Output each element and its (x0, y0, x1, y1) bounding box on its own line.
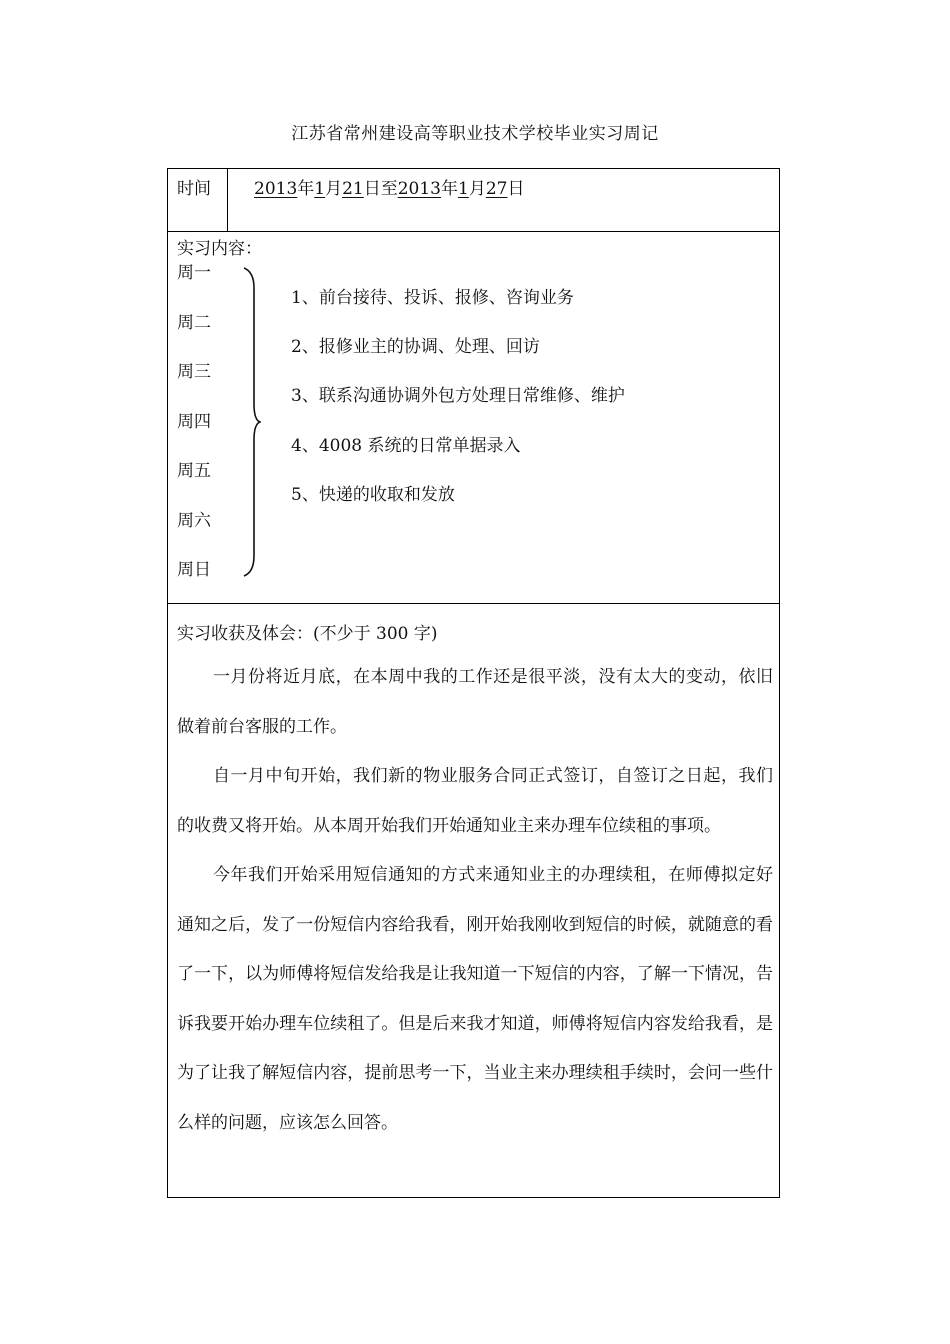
weekday-label: 周二 (177, 313, 211, 333)
weekday-label: 周五 (177, 461, 211, 481)
weekday-label: 周一 (177, 263, 211, 283)
start-day: 21 (342, 179, 364, 199)
reflection-body (168, 653, 781, 1148)
document-title: 江苏省常州建设高等职业技术学校毕业实习周记 (291, 124, 659, 144)
task-item: 4、4008 系统的日常单据录入 (291, 436, 521, 456)
start-month: 1 (314, 179, 326, 199)
task-item: 2、报修业主的协调、处理、回访 (291, 337, 540, 357)
weekday-label: 周三 (177, 362, 211, 382)
time-column-divider (227, 169, 228, 231)
row-divider (168, 603, 779, 604)
weekday-label: 周四 (177, 412, 211, 432)
end-month: 1 (458, 179, 469, 199)
row-divider (168, 231, 779, 232)
task-item: 5、快递的收取和发放 (291, 485, 455, 505)
reflection-paragraph: 今年我们开始采用短信通知的方式来通知业主的办理续租，在师傅拟定好通知之后，发了一份短信内容给我看，刚开始我刚收到短信的时候，就随意的看了一下，以为师傅将短信发给我是让我知道一下短信的内容，了解一下情况，告诉我要开始办理车位续租了。但是后来我才知道，师傅将短信内容发给我看，是为了让我了解短信内容，提前思考一下，当业主来办理续租手续时，会问一些什么样的问题，应该怎么回答。 (177, 865, 773, 1133)
start-year: 2013 (254, 179, 298, 199)
weekday-label: 周日 (177, 560, 211, 580)
content-label: 实习内容： (177, 239, 262, 259)
reflection-paragraph: 自一月中旬开始，我们新的物业服务合同正式签订，自签订之日起，我们的收费又将开始。从本周开始我们开始通知业主来办理车位续租的事项。 (177, 766, 773, 836)
reflection-paragraph: 一月份将近月底，在本周中我的工作还是很平淡，没有太大的变动，依旧做着前台客服的工作。 (177, 667, 773, 737)
date-range: 2013年1月21日至2013年1月27日 (254, 179, 525, 199)
task-item: 1、前台接待、投诉、报修、咨询业务 (291, 288, 574, 308)
curly-brace-icon (241, 266, 261, 578)
weekday-label: 周六 (177, 511, 211, 531)
time-label: 时间 (177, 179, 211, 199)
end-year: 2013 (397, 179, 441, 199)
reflection-label: 实习收获及体会：(不少于 300 字) (177, 624, 438, 644)
weekly-journal-table (167, 168, 780, 1198)
end-day: 27 (485, 179, 508, 199)
task-item: 3、联系沟通协调外包方处理日常维修、维护 (291, 386, 625, 406)
